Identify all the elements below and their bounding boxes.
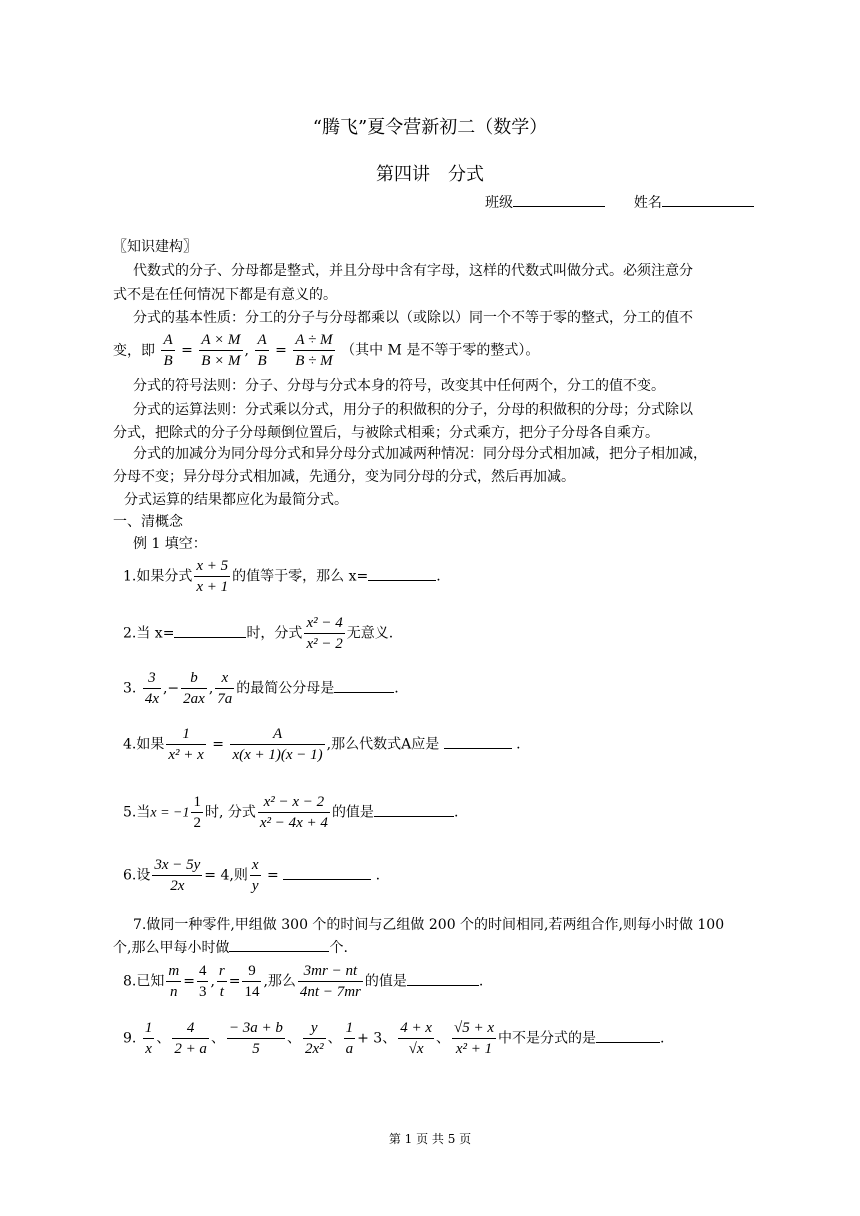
name-blank[interactable] [662, 192, 754, 207]
q2-answer-blank[interactable] [174, 623, 246, 638]
question-1: 1.如果分式 $\frac{x + 5}{x + 1}$ 的值等于零，那么 x= . [123, 558, 441, 595]
section1-heading: 一、清概念 [113, 514, 183, 530]
class-name-row [485, 192, 754, 214]
knowledge-p5a: 分式的加减分为同分母分式和异分母分式加减两种情况：同分母分式相加减，把分子相加减， [133, 446, 707, 462]
name-label: 姓名 [633, 195, 662, 211]
q6-answer-blank[interactable] [283, 865, 371, 880]
knowledge-p3: 分式的符号法则：分子、分母与分式本身的符号，改变其中任何两个，分工的值不变。 [133, 378, 665, 394]
knowledge-p1a: 代数式的分子、分母都是整式，并且分母中含有字母，这样的代数式叫做分式。必须注意分 [133, 263, 693, 279]
p2b-prefix: 变，即 [113, 342, 155, 359]
example1-label: 例 1 填空： [133, 536, 207, 552]
q3-answer-blank[interactable] [334, 678, 394, 693]
formula-a-over-b-2: $\frac{A}{B}$ [257, 332, 267, 369]
knowledge-heading: 〖知识建构〗 [113, 239, 197, 255]
question-5: 5.当x = −1 $\frac{1}{2}$ 时, 分式 $\frac{\text{x² − x − 2}}{\text{x² − 4x + 4}}$ 的值是 . [123, 794, 459, 831]
page-footer: 第 1 页 共 5 页 [388, 1132, 472, 1146]
class-label: 班级 [485, 195, 513, 211]
knowledge-p2b: 变，即 $\frac{A}{B}$ = $\frac{A \times M}{B \times M}$ , $\frac{A}{B}$ = $\frac{A \div M}{B \div M}$ （其中 M 是不等于零的整式）。 [113, 332, 540, 369]
question-7a: 7.做同一种零件,甲组做 300 个的时间与乙组做 200 个的时间相同,若两组合作,则每小时做 100 [133, 917, 725, 933]
knowledge-p6: 分式运算的结果都应化为最简分式。 [124, 492, 348, 508]
q1-answer-blank[interactable] [368, 566, 436, 581]
question-9: 9. $\frac{1}{x}$ 、 $\frac{4}{2 + a}$ 、 $\frac{- 3a + b}{5}$ 、 $\frac{y}{\text{2x²}}$ 、 $\frac{1}{a}$ + 3、 $\frac{4 + x}{√x}$ 、 $\frac{√5 + x}{\text{x² + 1}}$ 中不是分式的是 . [123, 1020, 665, 1057]
q7-answer-blank[interactable] [229, 937, 329, 952]
q4-answer-blank[interactable] [444, 734, 512, 749]
q5-answer-blank[interactable] [374, 802, 454, 817]
question-8: 8.已知 $\frac{m}{n}$ = $\frac{4}{3}$ , $\frac{r}{t}$ = $\frac{9}{14}$ ,那么 $\frac{3mr - nt}{4nt - 7mr}$ 的值是 . [123, 963, 484, 1000]
question-3: 3. $\frac{3}{4x}$ ,− $\frac{b}{2ax}$ , $\frac{x}{7a}$ 的最简公分母是 . [123, 670, 399, 707]
question-2: 2.当 x= 时，分式 $\frac{\text{x² − 4}}{\text{x² − 2}}$ 无意义. [123, 615, 394, 652]
knowledge-p4a: 分式的运算法则：分式乘以分式，用分子的积做积的分子，分母的积做积的分母；分式除以 [133, 402, 693, 418]
formula-a-over-b: $\frac{A}{B}$ [163, 332, 173, 369]
question-6: 6.设 $\frac{3x - 5y}{2x}$ = 4,则 $\frac{x}{y}$ = . [123, 857, 381, 894]
p2b-suffix: （其中 M 是不等于零的整式）。 [341, 342, 540, 359]
question-4: 4.如果 $\frac{1}{\text{x² + x}}$ = $\frac{A}{x(x + 1)(x - 1)}$ ,那么代数式A应是 . [123, 726, 521, 763]
knowledge-p2a: 分式的基本性质：分工的分子与分母都乘以（或除以）同一个不等于零的整式，分工的值不 [133, 310, 693, 326]
question-7b: 个,那么甲每小时做 个. [113, 937, 348, 959]
class-blank[interactable] [513, 192, 605, 207]
formula-a-div-m: $\frac{A \div M}{B \div M}$ [295, 332, 333, 369]
q8-answer-blank[interactable] [407, 971, 479, 986]
formula-a-times-m: $\frac{A \times M}{B \times M}$ [201, 332, 241, 369]
q9-answer-blank[interactable] [596, 1028, 660, 1043]
knowledge-p5b: 分母不变；异分母分式相加减，先通分，变为同分母的分式，然后再加减。 [113, 469, 575, 485]
lecture-title: 第四讲 分式 [376, 164, 484, 185]
knowledge-p1b: 式不是在任何情况下都是有意义的。 [113, 287, 337, 303]
doc-title: “腾飞”夏令营新初二（数学） [312, 117, 548, 138]
knowledge-p4b: 分式，把除式的分子分母颠倒位置后，与被除式相乘；分式乘方，把分子分母各自乘方。 [113, 425, 659, 441]
